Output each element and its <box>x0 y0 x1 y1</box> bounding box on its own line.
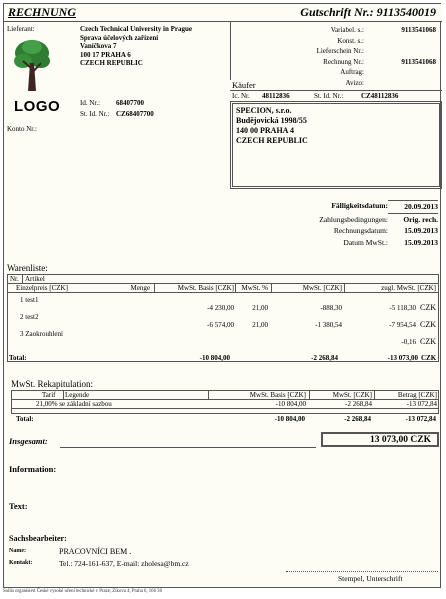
buyer-tax-value: CZ48112836 <box>361 92 399 100</box>
tree-logo-icon <box>14 39 50 93</box>
vat-col-base: MwSt. Basis [CZK] <box>249 391 306 399</box>
items-col-pct: MwSt. % <box>241 284 268 292</box>
items-col-unit-price: Einzelpreis [CZK] <box>16 284 68 292</box>
buyer-label: Käufer <box>232 80 256 90</box>
vat-total-amount: -13 072,84 <box>405 415 436 423</box>
reference-value: 9113541068 <box>401 26 436 34</box>
buyer-street: Budějovická 1998/55 <box>236 116 307 125</box>
reference-row <box>236 46 436 57</box>
reference-row <box>236 25 436 36</box>
date-value: Orig. rech. <box>403 214 438 224</box>
reference-value <box>364 67 436 78</box>
items-total-sum: -13 073,00 <box>387 354 418 362</box>
signature-line <box>286 571 438 572</box>
items-total-currency: CZK <box>421 354 437 362</box>
reference-value: 9113541068 <box>401 57 436 66</box>
items-total-base: -10 804,00 <box>199 354 230 362</box>
supplier-dept: Sprava účelových zařízení <box>80 33 159 42</box>
credit-note-label: Gutschrift Nr.: <box>300 5 374 19</box>
item-total: -5 118,30 <box>389 304 416 312</box>
items-total-label: Total: <box>9 354 27 362</box>
item-currency: CZK <box>420 320 436 329</box>
supplier-street: Vaníčkova 7 <box>80 42 117 50</box>
grand-total-value: 13 073,00 CZK <box>321 432 439 447</box>
clerk-name-label: Name: <box>9 548 26 554</box>
items-table <box>7 274 439 362</box>
item-currency: CZK <box>420 337 436 346</box>
buyer-city: 140 00 PRAHA 4 <box>236 126 294 135</box>
reference-block <box>236 25 436 88</box>
date-row <box>284 214 438 226</box>
dates-block <box>284 200 438 248</box>
vat-col-amount: Betrag [CZK] <box>397 391 437 399</box>
signature-label: Stempel, Unterschrift <box>338 574 403 583</box>
item-name: 2 test2 <box>20 313 39 321</box>
supplier-tax-label: St. Id. Nr.: <box>80 110 110 118</box>
items-total-vat: -2 268,84 <box>311 354 338 362</box>
item-total: -7 954,54 <box>389 321 416 329</box>
items-col-qty: Menge <box>130 284 150 292</box>
date-label: Datum MwSt.: <box>343 237 388 247</box>
footer-text: Sollis organisiert České vysoké učení technické v Praze, Zikova 4, Praha 6, 166 36 <box>3 589 162 594</box>
vat-row-base: -10 804,00 <box>275 400 306 408</box>
item-pct: 21,00 <box>252 321 268 329</box>
reference-label: Variabel. s.: <box>330 26 364 34</box>
items-col-nr: Nr. <box>10 275 19 283</box>
reference-label: Rechnung Nr.: <box>323 57 364 66</box>
buyer-country: CZECH REPUBLIC <box>236 136 308 145</box>
text-label: Text: <box>9 501 28 511</box>
item-currency: CZK <box>420 303 436 312</box>
items-col-vat: MwSt. [CZK] <box>302 284 342 292</box>
supplier-country: CZECH REPUBLIC <box>80 59 143 67</box>
vat-col-legend: Legende <box>65 391 90 399</box>
date-label: Rechnungsdatum: <box>333 226 388 235</box>
items-col-article: Artikel <box>25 275 45 283</box>
item-base: -4 230,00 <box>207 304 234 312</box>
reference-row <box>236 78 436 89</box>
vat-col-vat: MwSt. [CZK] <box>332 391 372 399</box>
invoice-header <box>4 4 442 22</box>
item-vat: -888,30 <box>320 304 342 312</box>
vat-total-base: -10 804,00 <box>274 415 305 423</box>
buyer-name: SPECION, s.r.o. <box>236 106 292 115</box>
items-col-total: zugl. MwSt. [CZK] <box>381 284 436 292</box>
credit-note-value: 9113540019 <box>376 5 436 19</box>
date-row <box>284 237 438 249</box>
items-title: Warenliste: <box>7 263 48 273</box>
invoice-page <box>3 3 441 588</box>
buyer-address-box <box>230 101 442 189</box>
vat-recap-title: MwSt. Rekapitulation: <box>11 379 93 389</box>
supplier-name: Czech Technical University in Prague <box>80 25 192 33</box>
grand-total-label: Insgesamt: <box>9 436 48 446</box>
reference-row <box>236 67 436 78</box>
invoice-title: RECHNUNG <box>8 5 77 19</box>
reference-label: Auftrag: <box>340 68 364 76</box>
date-row <box>284 225 438 237</box>
date-value: 15.09.2013 <box>404 237 438 247</box>
item-base: -6 574,00 <box>207 321 234 329</box>
credit-note-number <box>300 5 436 20</box>
supplier-address <box>80 25 192 68</box>
reference-value <box>364 36 436 47</box>
reference-label: Konst. s.: <box>337 36 364 45</box>
date-value: 20.09.2013 <box>388 200 438 214</box>
item-name: 3 Zaokrouhlení <box>20 330 63 338</box>
buyer-id-value: 48112836 <box>262 92 290 100</box>
supplier-label: Lieferant: <box>7 25 35 33</box>
logo-text: LOGO <box>14 98 61 115</box>
date-row <box>284 200 438 214</box>
clerk-title: Sachsbearbeiter: <box>9 534 67 543</box>
information-label: Information: <box>9 464 57 474</box>
reference-row <box>236 57 436 68</box>
vat-row-vat: -2 268,84 <box>345 400 372 408</box>
vat-row-legend: 21,00% se základní sazbou <box>36 400 112 408</box>
clerk-name-value: PRACOVNÍCI BEM . <box>59 547 132 556</box>
item-name: 1 test1 <box>20 296 39 304</box>
reference-label: Lieferschein Nr.: <box>316 47 364 55</box>
date-value: 15.09.2013 <box>404 226 438 235</box>
buyer-tax-label: St. Id. Nr.: <box>314 92 344 100</box>
vat-total-label: Total: <box>16 415 34 423</box>
vat-col-tarif: Tarif <box>42 391 56 399</box>
buyer-id-label: Ic. Nr. <box>232 92 250 100</box>
reference-value <box>364 78 436 89</box>
vat-total-vat: -2 268,84 <box>344 415 371 423</box>
supplier-tax-value: CZ68407700 <box>116 110 154 118</box>
reference-label: Avizo: <box>345 78 364 87</box>
item-vat: -1 380,54 <box>315 321 342 329</box>
vat-row-amount: -13 072,84 <box>406 400 437 408</box>
date-label: Fälligkeitsdatum: <box>331 201 388 210</box>
items-col-base: MwSt. Basis [CZK] <box>177 284 234 292</box>
item-total: -0,16 <box>401 338 416 346</box>
item-pct: 21,00 <box>252 304 268 312</box>
supplier-city: 100 17 PRAHA 6 <box>80 50 131 59</box>
reference-row <box>236 36 436 47</box>
clerk-contact-value: Tel.: 724-161-637, E-mail: zholesa@bm.cz <box>59 559 189 568</box>
date-label: Zahlungsbedingungen: <box>319 214 388 224</box>
clerk-contact-label: Kontakt: <box>9 560 33 566</box>
account-label: Konto Nr.: <box>7 125 37 133</box>
reference-value <box>364 46 436 57</box>
vat-recap-table <box>11 390 439 414</box>
supplier-id-label: Id. Nr.: <box>80 99 101 107</box>
supplier-id-value: 68407700 <box>116 99 144 107</box>
